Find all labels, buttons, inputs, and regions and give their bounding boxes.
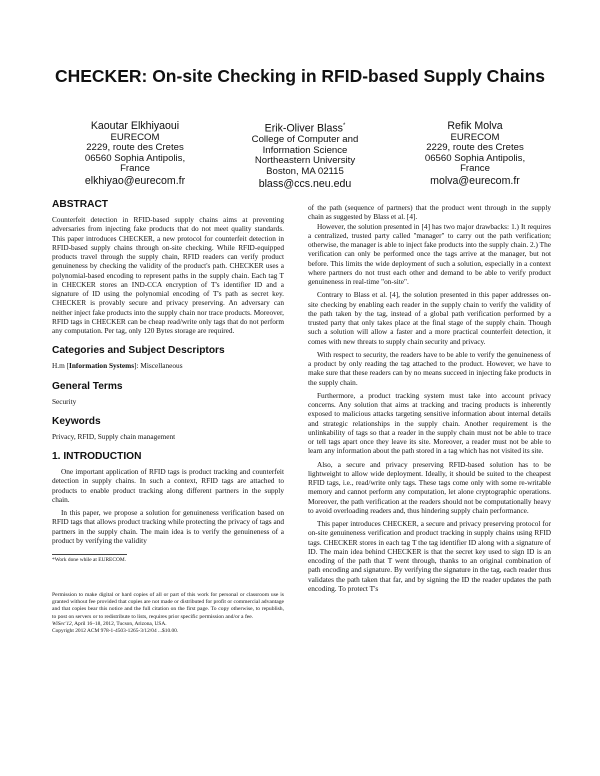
affiliation-line: Boston, MA 02115 bbox=[266, 165, 344, 177]
intro-paragraph-1: One important application of RFID tags is product tracking and counterfeit detection in supply chains. In such a context, RFID tags are attached to products to enable product tracking along different partners in the supply chain. bbox=[52, 467, 284, 504]
affiliation-line: France bbox=[120, 163, 150, 175]
author-email: elkhiyao@eurecom.fr bbox=[84, 174, 186, 187]
intro-paragraph-2: In this paper, we propose a solution for genuineness verification based on RFID tags that allows product tracking while protecting the privacy of tags and partners in the supply chain. The main idea is to verify the genuineness of a product by verifying the validity bbox=[52, 508, 284, 545]
copyright-line: Copyright 2012 ACM 978-1-4503-1265-3/12/04 ...$10.00. bbox=[52, 627, 179, 634]
author-name: Refik Molva bbox=[447, 120, 503, 132]
right-column bbox=[308, 203, 551, 593]
affiliation-line: 06560 Sophia Antipolis, bbox=[424, 152, 526, 164]
affiliation-line: 06560 Sophia Antipolis, bbox=[84, 152, 186, 164]
author-email: blass@ccs.neu.edu bbox=[258, 177, 352, 190]
permission-notice: Permission to make digital or hard copies of all or part of this work for personal or classroom use is granted without fee provided that copies are not made or distributed for profit or commercial advantage and that copies bear this notice and the full citation on the first page. To copy otherwise, to republish, to post on servers or to redistribute to lists, requires prior specific permission and/or a fee. bbox=[52, 592, 284, 620]
affiliation-line: EURECOM bbox=[110, 131, 160, 143]
categories-heading: Categories and Subject Descriptors bbox=[52, 345, 225, 357]
categories-text: H.m [Information Systems]: Miscellaneous bbox=[52, 361, 183, 371]
body-paragraph: This paper introduces CHECKER, a secure and privacy preserving protocol for on-site genuineness verification and product tracking in supply chains using RFID tags. CHECKER stores in each tag T the tag identifier ID along with a signature of ID. The main idea behind CHECKER is that the secret key used to sign ID is an encoding of the path that T went through, thanks to an original combination of path encoding and signature. By verifying the signature in the tag, each reader thus validates the path taken that far, and by signing the ID the reader updates the path encoding. To protect T's bbox=[308, 519, 551, 593]
general-terms-text: Security bbox=[52, 396, 77, 406]
body-paragraph: With respect to security, the readers have to be able to verify the genuineness of a product by only reading the tag attached to the product. However, we have to make sure that these readers can by no means succeed in injecting fake products in the supply chain. bbox=[308, 349, 551, 387]
abstract-heading: ABSTRACT bbox=[52, 199, 109, 210]
affiliation-line: 2229, route des Cretes bbox=[86, 142, 184, 154]
author-name: Erik-Oliver Blass bbox=[264, 122, 343, 135]
affiliation-line: France bbox=[460, 163, 490, 175]
footnote-separator bbox=[52, 554, 127, 555]
footnote: *Work done while at EURECOM. bbox=[52, 557, 126, 563]
author-email: molva@eurecom.fr bbox=[430, 174, 520, 187]
body-paragraph: of the path (sequence of partners) that the product went through in the supply chain as suggested by Blass et al. [4]. bbox=[308, 203, 551, 222]
affiliation-line: Northeastern University bbox=[254, 155, 356, 167]
venue-line: WiSec'12, April 16–18, 2012, Tucson, Arizona, USA. bbox=[52, 620, 167, 627]
affiliation-line: 2229, route des Cretes bbox=[426, 142, 524, 154]
paper-title: CHECKER: On-site Checking in RFID-based Supply Chains bbox=[54, 66, 546, 86]
body-paragraph: Furthermore, a product tracking system must take into account privacy concerns. Any solution that aims at tracking and tracing products is inherently exposed to malicious attacks targeting sensitive information about internal details and strategic relationships in the supply chain. Another requirement is the unlinkability of tags so that a reader in the supply chain must not be able to trace or tell tags apart once they leave its site. Moreover, a reader must not be able to learn any information about the path stored in a tag which has not visited its site. bbox=[308, 390, 551, 456]
general-terms-heading: General Terms bbox=[52, 380, 123, 392]
introduction-heading: 1. INTRODUCTION bbox=[52, 451, 142, 462]
affiliation-line: College of Computer and bbox=[251, 134, 359, 146]
author-name: Kaoutar Elkhiyaoui bbox=[90, 120, 180, 132]
author-2 bbox=[230, 121, 380, 190]
author-block bbox=[60, 121, 550, 190]
keywords-text: Privacy, RFID, Supply chain management bbox=[52, 431, 176, 441]
abstract-text: Counterfeit detection in RFID-based supply chains aims at preventing adversaries from injecting fake products that do not meet quality standards. This paper introduces CHECKER, a new protocol for counterfeit detection in RFID-based supply chains through on-site checking. While RFID-equipped products travel through the supply chain, RFID readers can verify product genuineness by checking the validity of the product's path. CHECKER uses a polynomial-based encoding to represent paths in the supply chain. Each tag T in CHECKER stores an IND-CCA encryption of T's identifier ID and a signature of ID using the polynomial encoding of T's path as secret key. CHECKER is provably secure and privacy preserving. An adversary can neither inject fake products into the supply chain nor trace products. Moreover, RFID tags in CHECKER can be cheap read/write only tags that do not perform any computation. Per tag, only 120 Bytes storage are required. bbox=[52, 215, 284, 335]
author-1 bbox=[60, 121, 210, 190]
body-paragraph: Also, a secure and privacy preserving RFID-based solution has to be lightweight to allow wide deployment. Ideally, it should be suited to the cheapest RFID tags, i.e., read/write only tags. These tags come only with some re-writable memory and cannot perform any computation, let alone cryptographic operations. Moreover, the path verification at the readers should not be computationally heavy to avoid overloading readers and, thus hindering supply chain performance. bbox=[308, 459, 551, 515]
left-column bbox=[52, 199, 284, 635]
author-3 bbox=[400, 121, 550, 190]
footnote-mark: * bbox=[342, 123, 346, 129]
affiliation-line: EURECOM bbox=[450, 131, 500, 143]
body-paragraph: Contrary to Blass et al. [4], the solution presented in this paper addresses on-site checking by enabling each reader in the supply chain to verify the validity of the path taken by the tag, instead of a global path verification performed by a trusted party that only takes place at the final stage of the supply chain. Though such a solution will allow a faster and a more practical counterfeit detection, it comes with new threats to supply chain security and privacy. bbox=[308, 290, 551, 346]
body-paragraph: However, the solution presented in [4] has two major drawbacks: 1.) It requires a centralized, trusted party called "manager" to carry out the path verification; otherwise, the manager is able to inject fake products into the supply chain. 2.) The verification can only be performed once the tags arrive at the manager, but not before. This limits the wide deployment of such a solution, especially in a context where partners do not trust each other and demand to be able to verify product genuineness in real-time "on-site". bbox=[308, 221, 551, 286]
keywords-heading: Keywords bbox=[52, 415, 101, 427]
affiliation-line: Information Science bbox=[262, 144, 348, 156]
